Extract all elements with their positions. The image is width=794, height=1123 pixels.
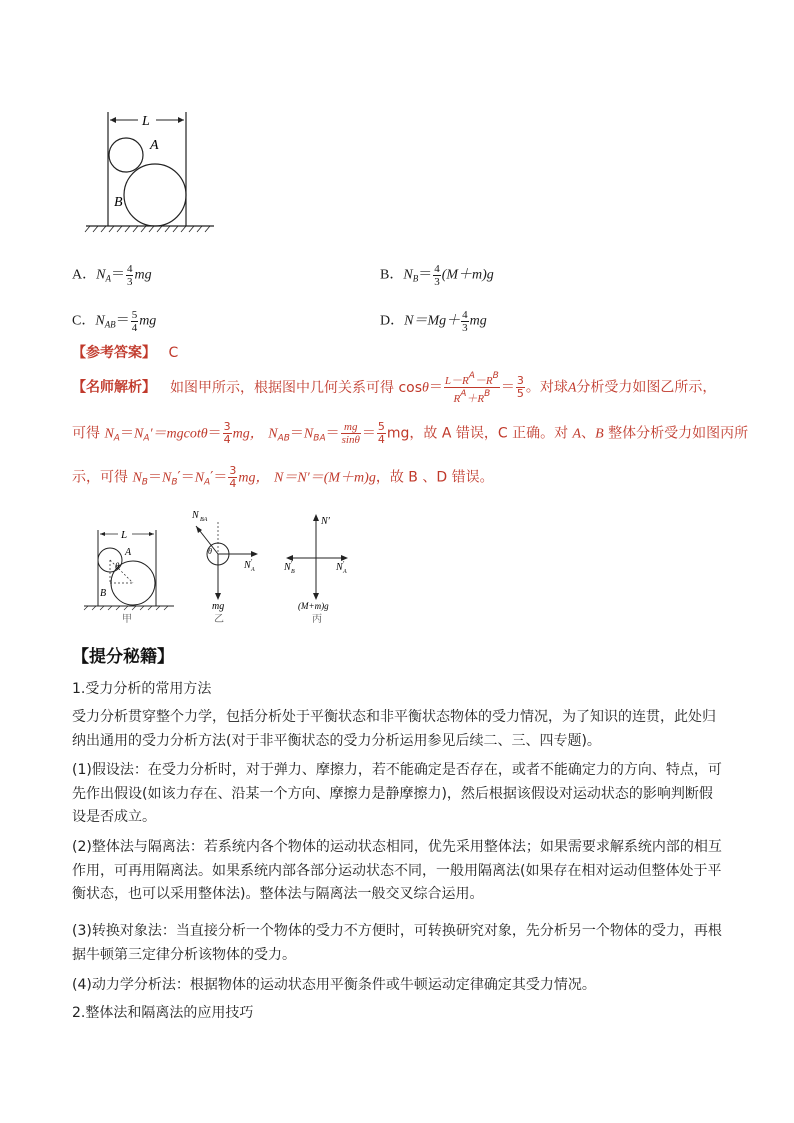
tips-p7: 2.整体法和隔离法的应用技巧: [72, 1005, 254, 1021]
svg-text:N: N: [244, 560, 251, 571]
svg-text:′: ′: [343, 560, 345, 568]
caption-bing: 丙: [312, 614, 322, 624]
svg-text:mg: mg: [212, 601, 225, 612]
svg-text:θ: θ: [115, 561, 120, 571]
svg-text:N: N: [336, 562, 343, 573]
svg-text:N′: N′: [321, 516, 330, 527]
caption-jia: 甲: [122, 614, 132, 624]
label-B: B: [114, 195, 123, 210]
svg-text:θ: θ: [208, 547, 212, 556]
option-b: B．$N_B=$ $\frac{4}{3}$ (M＋m)g: [380, 263, 494, 288]
option-d: D．N＝Mg＋ $\frac{4}{3}$ mg: [380, 309, 487, 334]
solution-label: 【名师解析】: [72, 379, 156, 396]
answer-label: 【参考答案】: [72, 345, 156, 361]
svg-text:A: A: [125, 547, 132, 558]
caption-yi: 乙: [214, 614, 224, 624]
figure-two-balls: [80, 108, 220, 238]
label-A: A: [150, 138, 159, 153]
solution-line-2: 可得 $N_A=N_A'=mgcot\theta=$ $\frac{3}{4}$ mg， $N_{AB}=N_{BA}=$ $\frac{mg}{\sin\theta}$ ＝ $\frac{5}{4}$ mg，故 A 错误，C 正确。对 A、B 整体分析受力如图丙所: [72, 420, 749, 446]
tips-p6: (4)动力学分析法：根据物体的运动状态用平衡条件或牛顿运动定律确定其受力情况。: [72, 977, 596, 993]
svg-text:′: ′: [291, 560, 293, 568]
svg-text:(M+m)g: (M+m)g: [298, 601, 329, 611]
solution-line-3: 示，可得 $N_B=N_B'=N_A'=$ $\frac{3}{4}$ mg， N＝N′＝(M＋m)g，故 B 、D 错误。: [72, 464, 494, 490]
option-a: A．$N_A=$ $\frac{4}{3}$ mg: [72, 263, 152, 288]
svg-text:A: A: [251, 567, 255, 573]
svg-text:N: N: [284, 562, 291, 573]
solution-line-1: 【名师解析】 如图甲所示，根据图中几何关系可得 cosθ＝ $\frac{L-R^A-R^B}{R^A+R^B}$ ＝ $\frac{3}{5}$ 。对球A分析受力如图乙所示，: [72, 371, 717, 405]
tips-p5: (3)转换对象法：当直接分析一个物体的受力不方便时，可转换研究对象，先分析另一个物体的受力，再根据牛顿第三定律分析该物体的受力。: [72, 923, 722, 963]
tips-p3: (1)假设法：在受力分析时，对于弹力、摩擦力，若不能确定是否存在，或者不能确定力的方向、特点，可先作出假设(如该力存在、沿某一个方向、摩擦力是静摩擦力)，然后根据该假设对运动状态的影响判断假设是否成立。: [72, 762, 722, 825]
svg-text:B: B: [291, 569, 295, 575]
tips-p4: (2)整体法与隔离法：若系统内各个物体的运动状态相同，优先采用整体法；如果需要求解系统内部的相互作用，可再用隔离法。如果系统内部各部分运动状态不同，一般用隔离法(如果存在相对运动但整体处于平衡状态，也可以采用整体法)。整体法与隔离法一般交叉综合运用。: [72, 839, 722, 902]
figure-jia: [80, 522, 180, 624]
svg-text:B: B: [100, 588, 107, 599]
tips-heading: 【提分秘籍】: [72, 647, 174, 667]
svg-text:L: L: [121, 529, 128, 541]
svg-text:BA: BA: [200, 517, 208, 523]
figure-yi: [182, 506, 272, 624]
figure-bing: [280, 508, 360, 624]
option-c: C．$N_{AB}=$ $\frac{5}{4}$ mg: [72, 309, 157, 334]
svg-text:A: A: [343, 569, 347, 575]
svg-text:′: ′: [251, 558, 253, 566]
answer-line: [72, 343, 178, 363]
tips-p2: 受力分析贯穿整个力学，包括分析处于平衡状态和非平衡状态物体的受力情况，为了知识的连贯，此处归纳出通用的受力分析方法(对于非平衡状态的受力分析运用参见后续二、三、四专题)。: [72, 709, 716, 749]
answer-value: C: [168, 345, 179, 361]
tips-p1: 1.受力分析的常用方法: [72, 681, 212, 697]
svg-text:N: N: [192, 510, 199, 521]
label-L: L: [142, 114, 150, 129]
